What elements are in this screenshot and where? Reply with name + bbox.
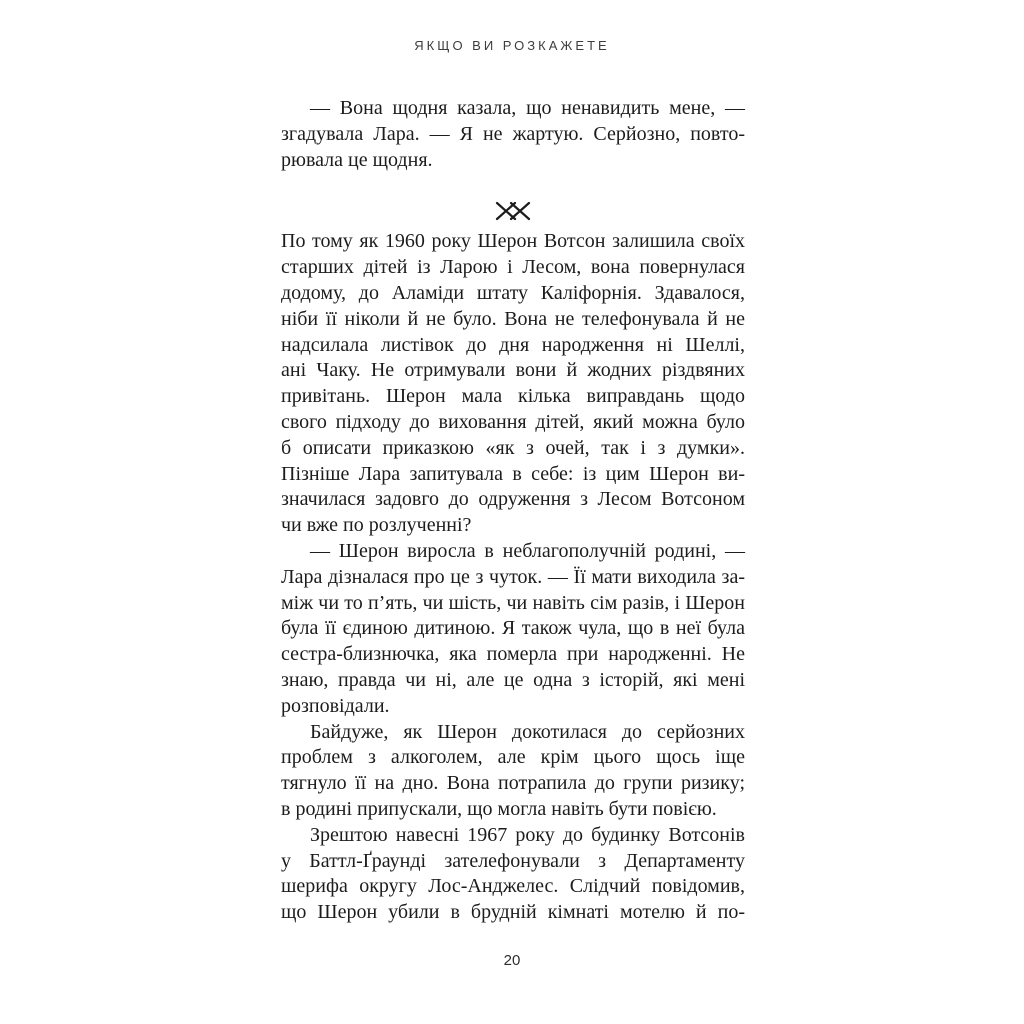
paragraph [281,229,745,539]
text-line: значилася задовго до одруження з Лесом Вотсоном [281,488,745,511]
text-line: свого підходу до виховання дітей, який можна було [281,410,745,433]
paragraph [281,823,745,926]
text-line: у Баттл-Ґраунді зателефонували з Департаменту [281,849,745,872]
text-line: старших дітей із Ларою і Лесом, вона повернулася [281,256,745,279]
text-line: в родині припускали, що могла навіть бути повією. [281,797,717,820]
text-line: По тому як 1960 року Шерон Вотсон залишила своїх [281,230,745,253]
text-line: проблем з алкоголем, але крім цього щось іще [281,746,745,769]
text-line: рювала це щодня. [281,148,433,171]
text-line: ніби її ніколи й не було. Вона не телефонувала й не [281,307,745,330]
section-break-ornament [281,200,745,222]
running-header: ЯКЩО ВИ РОЗКАЖЕТЕ [414,38,610,53]
paragraph [281,96,745,173]
text-line: тягнуло її на дно. Вона потрапила до групи ризику; [281,772,745,795]
opening-paragraphs [281,96,745,173]
text-line: ані Чаку. Не отримували вони й жодних різдвяних [281,359,745,382]
text-line: додому, до Аламіди штату Каліфорнія. Здавалося, [281,281,745,304]
text-line: Зрештою навесні 1967 року до будинку Вотсонів [310,823,745,846]
text-line: б описати приказкою «як з очей, так і з думки». [281,436,745,459]
text-line: сестра-близнючка, яка померла при народженні. Не [281,643,745,666]
text-line: надсилала листівок до дня народження ні Шеллі, [281,333,745,356]
text-block [281,96,745,926]
text-line: шерифа округу Лос-Анджелес. Слідчий повідомив, [281,875,745,898]
page-number: 20 [503,952,521,969]
text-line: Лара дізналася про це з чуток. — Її мати виходила за- [281,565,745,588]
text-line: згадувала Лара. — Я не жартую. Серйозно, повто- [281,122,745,145]
text-line: привітань. Шерон мала кілька виправдань щодо [281,385,745,408]
body-paragraphs [281,229,745,926]
paragraph [281,539,745,720]
text-line: — Вона щодня казала, що ненавидить мене, — [310,97,745,119]
text-line: була її єдиною дитиною. Я також чула, що в неї була [281,617,745,640]
text-line: — Шерон виросла в неблагополучній родині, — [310,539,745,562]
text-line: між чи то п’ять, чи шість, чи навіть сім разів, і Шерон [281,591,745,614]
text-line: розповідали. [281,694,390,717]
double-x-icon [493,200,533,222]
text-line: чи вже по розлученні? [281,514,472,537]
text-line: Пізніше Лара запитувала в себе: із цим Шерон ви- [281,462,745,485]
paragraph [281,720,745,823]
text-line: Байдуже, як Шерон докотилася до серйозних [310,720,745,743]
text-line: знаю, правда чи ні, але це одна з історій, які мені [281,668,745,691]
text-line: що Шерон убили в брудній кімнаті мотелю й по- [281,901,745,924]
